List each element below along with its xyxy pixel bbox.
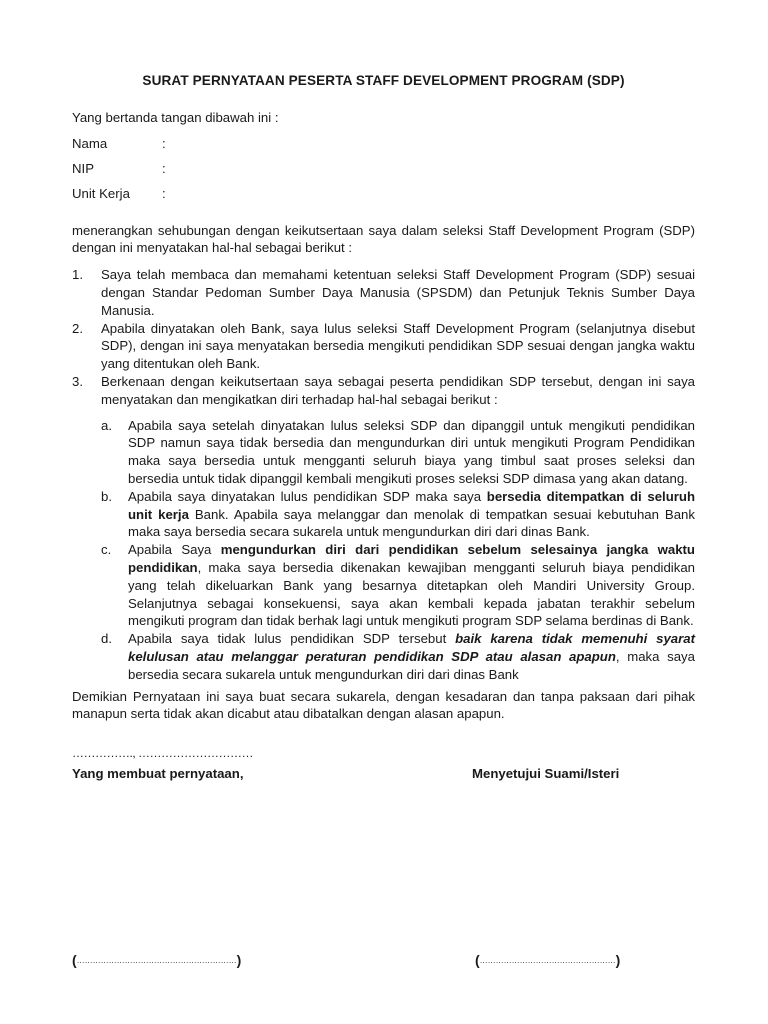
field-colon: : <box>162 160 166 176</box>
document-title: SURAT PERNYATAAN PESERTA STAFF DEVELOPMENT PROGRAM (SDP) <box>142 73 625 88</box>
text-run: Apabila saya tidak lulus pendidikan SDP tersebut <box>128 631 456 647</box>
intro-text: Yang bertanda tangan dibawah ini : <box>72 109 279 125</box>
field-label: Nama <box>72 135 108 151</box>
sub-item-letter: d. <box>101 631 112 647</box>
date-place-line: ……………., ………………………… <box>72 746 254 761</box>
field-label: NIP <box>72 160 94 176</box>
signature-lines <box>72 952 695 968</box>
text-run: Apabila saya dinyatakan lulus pendidikan SDP maka saya <box>128 488 487 504</box>
signature-dots: …………………………………………………… <box>76 956 237 965</box>
field-label: Unit Kerja <box>72 185 130 201</box>
paren-close: ) <box>615 952 621 968</box>
sub-item-c <box>101 541 695 630</box>
bold-run: mengundurkan diri dari pendidikan sebelum selesainya jangka waktu pendidikan <box>128 542 695 575</box>
item-text: Apabila dinyatakan oleh Bank, saya lulus seleksi Staff Development Program (selanjutnya disebut SDP), dengan ini saya menyatakan bersedia mengikuti pendidikan SDP sesuai dengan jangka waktu yang ditentukan oleh Bank. <box>101 320 695 372</box>
closing-paragraph: Demikian Pernyataan ini saya buat secara sukarela, dengan kesadaran dan tanpa paksaan dari pihak manapun serta tidak akan dicabut atau dibatalkan dengan alasan apapun. <box>72 688 695 722</box>
signature-line-right <box>475 952 620 968</box>
sub-item-letter: b. <box>101 488 112 504</box>
sub-item-text: Apabila saya setelah dinyatakan lulus seleksi SDP dan dipanggil untuk mengikuti pendidikan SDP namun saya tidak bersedia dan mengundurkan diri untuk mengikuti Program Pendidikan maka saya bersedia untuk mengganti seluruh biaya yang timbul saat proses seleksi dan bersedia untuk tidak dipanggil kembali mengikuti proses seleksi SDP dimasa yang akan datang. <box>128 417 695 486</box>
text-run: , maka saya bersedia secara sukarela untuk mengundurkan diri dari dinas Bank <box>128 648 695 682</box>
sub-item-b <box>101 488 695 541</box>
paren-close: ) <box>236 952 242 968</box>
signature-dots: …………………………………………… <box>479 956 616 965</box>
item-text: Berkenaan dengan keikutsertaan saya sebagai peserta pendidikan SDP tersebut, dengan ini saya menyatakan dan mengikatkan diri terhadap hal-hal sebagai berikut : <box>101 373 695 407</box>
statement-item-1 <box>72 266 695 319</box>
item-text: Saya telah membaca dan memahami ketentuan seleksi Staff Development Program (SDP) sesuai dengan Standar Pedoman Sumber Daya Manusia (SPSDM) dan Petunjuk Teknis Sumber Daya Manusia. <box>101 267 695 318</box>
field-nip <box>72 160 695 185</box>
sub-item-a <box>101 417 695 488</box>
field-colon: : <box>162 135 166 151</box>
item-body <box>101 373 695 684</box>
field-colon: : <box>162 185 166 201</box>
sub-list <box>101 417 695 684</box>
bold-run: bersedia ditempatkan di seluruh unit kerja <box>128 488 695 522</box>
field-nama <box>72 135 695 160</box>
statement-list <box>72 266 695 683</box>
text-run: , maka saya bersedia dikenakan kewajiban mengganti seluruh biaya pendidikan yang telah dikeluarkan Bank yang besarnya ditetapkan oleh Mandiri University Group. Selanjutnya sebagai konsekuensi, saya akan kembali kepada jabatan terakhir sebelum mengikuti program dan tidak berhak lagi untuk mengikuti program SDP selama berdinas di Bank. <box>128 559 695 629</box>
text-run: Apabila Saya <box>128 542 221 558</box>
sub-item-letter: a. <box>101 417 112 433</box>
sub-item-text <box>128 630 695 683</box>
paren-open: ( <box>475 952 480 968</box>
signer-row <box>72 765 695 783</box>
paren-open: ( <box>72 952 77 968</box>
opening-paragraph: menerangkan sehubungan dengan keikutsertaan saya dalam seleksi Staff Development Program (SDP) dengan ini menyatakan hal-hal sebagai berikut : <box>72 222 695 256</box>
item-number: 2. <box>72 320 83 336</box>
field-unit-kerja <box>72 185 695 210</box>
sub-item-text <box>128 488 695 541</box>
statement-item-3 <box>72 373 695 684</box>
text-run: Bank. Apabila saya melanggar dan menolak di tempatkan sesuai kebutuhan Bank maka saya bersedia secara sukarela untuk mengundurkan diri dari dinas Bank. <box>128 506 695 540</box>
sub-item-text <box>128 541 695 630</box>
signature-line-left <box>72 952 475 968</box>
document-page <box>72 72 695 783</box>
signer-right-label: Menyetujui Suami/Isteri <box>472 765 620 781</box>
sub-item-letter: c. <box>101 542 112 558</box>
sub-item-d <box>101 630 695 683</box>
item-number: 1. <box>72 267 83 283</box>
bold-italic-run: baik karena tidak memenuhi syarat kelulusan atau melanggar peraturan pendidikan SDP atau alasan apapun <box>128 631 695 664</box>
statement-item-2 <box>72 320 695 373</box>
item-number: 3. <box>72 373 83 389</box>
signer-left-label: Yang membuat pernyataan, <box>72 765 244 781</box>
